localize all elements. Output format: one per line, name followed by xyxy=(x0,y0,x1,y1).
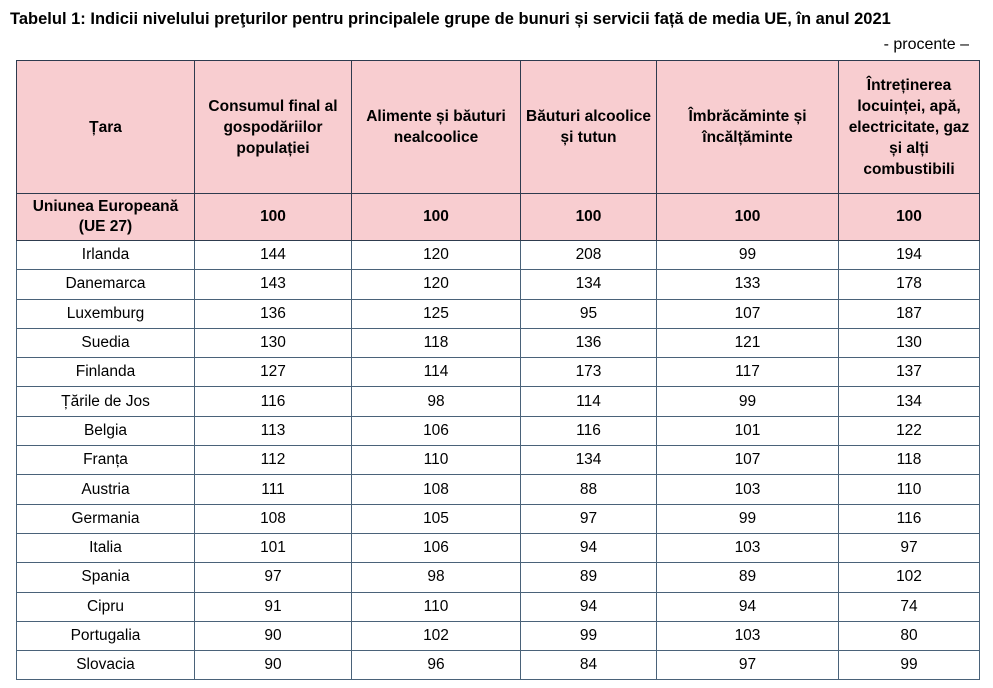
price-index-table xyxy=(16,60,980,680)
table-cell: 80 xyxy=(839,621,980,650)
header-country: Țara xyxy=(17,61,195,194)
eu-row-value: 100 xyxy=(352,194,521,241)
table-cell: 99 xyxy=(521,621,657,650)
unit-note: - procente – xyxy=(883,36,969,53)
table-row xyxy=(17,504,980,533)
table-cell: 89 xyxy=(521,563,657,592)
table-cell: 96 xyxy=(352,651,521,680)
country-name: Cipru xyxy=(17,592,195,621)
eu-row-value: 100 xyxy=(657,194,839,241)
table-cell: 118 xyxy=(352,328,521,357)
country-name: Italia xyxy=(17,533,195,562)
table-row xyxy=(17,387,980,416)
table-cell: 194 xyxy=(839,241,980,270)
table-cell: 105 xyxy=(352,504,521,533)
table-cell: 97 xyxy=(521,504,657,533)
header-household-consumption: Consumul final al gospodăriilor populației xyxy=(195,61,352,194)
table-cell: 136 xyxy=(521,328,657,357)
table-row xyxy=(17,475,980,504)
table-cell: 88 xyxy=(521,475,657,504)
table-cell: 95 xyxy=(521,299,657,328)
country-name: Franța xyxy=(17,446,195,475)
table-cell: 99 xyxy=(657,387,839,416)
country-name: Austria xyxy=(17,475,195,504)
table-cell: 133 xyxy=(657,270,839,299)
table-cell: 99 xyxy=(657,504,839,533)
table-cell: 208 xyxy=(521,241,657,270)
table-cell: 122 xyxy=(839,416,980,445)
table-title: Tabelul 1: Indicii nivelului preţurilor pentru principalele grupe de bunuri și servicii față de media UE, în anul 2021 xyxy=(10,10,891,28)
country-name: Spania xyxy=(17,563,195,592)
table-cell: 137 xyxy=(839,358,980,387)
table-cell: 97 xyxy=(195,563,352,592)
table-cell: 117 xyxy=(657,358,839,387)
table-cell: 125 xyxy=(352,299,521,328)
table-cell: 91 xyxy=(195,592,352,621)
eu-average-row xyxy=(17,194,980,241)
table-cell: 113 xyxy=(195,416,352,445)
table-cell: 98 xyxy=(352,563,521,592)
table-row xyxy=(17,592,980,621)
table-cell: 136 xyxy=(195,299,352,328)
table-row xyxy=(17,533,980,562)
table-cell: 97 xyxy=(839,533,980,562)
table-cell: 110 xyxy=(839,475,980,504)
table-cell: 101 xyxy=(657,416,839,445)
table-cell: 101 xyxy=(195,533,352,562)
table-row xyxy=(17,651,980,680)
table-cell: 114 xyxy=(521,387,657,416)
table-row xyxy=(17,270,980,299)
eu-row-value: 100 xyxy=(521,194,657,241)
table-cell: 144 xyxy=(195,241,352,270)
table-row xyxy=(17,563,980,592)
table-cell: 99 xyxy=(839,651,980,680)
table-cell: 89 xyxy=(657,563,839,592)
header-food: Alimente și băuturi nealcoolice xyxy=(352,61,521,194)
table-cell: 130 xyxy=(195,328,352,357)
table-cell: 120 xyxy=(352,270,521,299)
table-cell: 116 xyxy=(839,504,980,533)
table-cell: 173 xyxy=(521,358,657,387)
table-cell: 99 xyxy=(657,241,839,270)
table-body xyxy=(17,194,980,680)
table-cell: 94 xyxy=(521,592,657,621)
table-row xyxy=(17,358,980,387)
table-cell: 110 xyxy=(352,446,521,475)
table-cell: 127 xyxy=(195,358,352,387)
table-cell: 110 xyxy=(352,592,521,621)
table-cell: 108 xyxy=(195,504,352,533)
country-name: Portugalia xyxy=(17,621,195,650)
country-name: Irlanda xyxy=(17,241,195,270)
table-row xyxy=(17,328,980,357)
table-row xyxy=(17,241,980,270)
table-cell: 97 xyxy=(657,651,839,680)
table-cell: 108 xyxy=(352,475,521,504)
country-name: Danemarca xyxy=(17,270,195,299)
eu-row-name: Uniunea Europeană (UE 27) xyxy=(17,194,195,241)
country-name: Slovacia xyxy=(17,651,195,680)
table-cell: 74 xyxy=(839,592,980,621)
table-cell: 187 xyxy=(839,299,980,328)
table-cell: 90 xyxy=(195,621,352,650)
table-cell: 107 xyxy=(657,446,839,475)
table-cell: 103 xyxy=(657,475,839,504)
country-name: Finlanda xyxy=(17,358,195,387)
eu-row-value: 100 xyxy=(195,194,352,241)
table-row xyxy=(17,621,980,650)
eu-row-value: 100 xyxy=(839,194,980,241)
table-cell: 143 xyxy=(195,270,352,299)
table-cell: 116 xyxy=(521,416,657,445)
table-cell: 134 xyxy=(521,446,657,475)
table-cell: 94 xyxy=(657,592,839,621)
table-cell: 178 xyxy=(839,270,980,299)
table-cell: 130 xyxy=(839,328,980,357)
table-cell: 134 xyxy=(521,270,657,299)
country-name: Suedia xyxy=(17,328,195,357)
table-cell: 107 xyxy=(657,299,839,328)
table-row xyxy=(17,299,980,328)
header-row xyxy=(17,61,980,194)
table-cell: 90 xyxy=(195,651,352,680)
table-cell: 106 xyxy=(352,416,521,445)
table-cell: 121 xyxy=(657,328,839,357)
table-cell: 116 xyxy=(195,387,352,416)
table-row xyxy=(17,446,980,475)
table-cell: 98 xyxy=(352,387,521,416)
header-clothing: Îmbrăcăminte și încălțăminte xyxy=(657,61,839,194)
table-cell: 118 xyxy=(839,446,980,475)
table-cell: 114 xyxy=(352,358,521,387)
table-cell: 112 xyxy=(195,446,352,475)
country-name: Luxemburg xyxy=(17,299,195,328)
table-cell: 134 xyxy=(839,387,980,416)
table-cell: 103 xyxy=(657,621,839,650)
country-name: Țările de Jos xyxy=(17,387,195,416)
header-housing: Întreținerea locuinței, apă, electricitate, gaz și alți combustibili xyxy=(839,61,980,194)
table-cell: 102 xyxy=(352,621,521,650)
header-alcohol-tobacco: Băuturi alcoolice și tutun xyxy=(521,61,657,194)
country-name: Belgia xyxy=(17,416,195,445)
table-cell: 103 xyxy=(657,533,839,562)
table-cell: 111 xyxy=(195,475,352,504)
country-name: Germania xyxy=(17,504,195,533)
table-cell: 84 xyxy=(521,651,657,680)
table-row xyxy=(17,416,980,445)
table-cell: 94 xyxy=(521,533,657,562)
table-cell: 106 xyxy=(352,533,521,562)
table-cell: 120 xyxy=(352,241,521,270)
table-cell: 102 xyxy=(839,563,980,592)
